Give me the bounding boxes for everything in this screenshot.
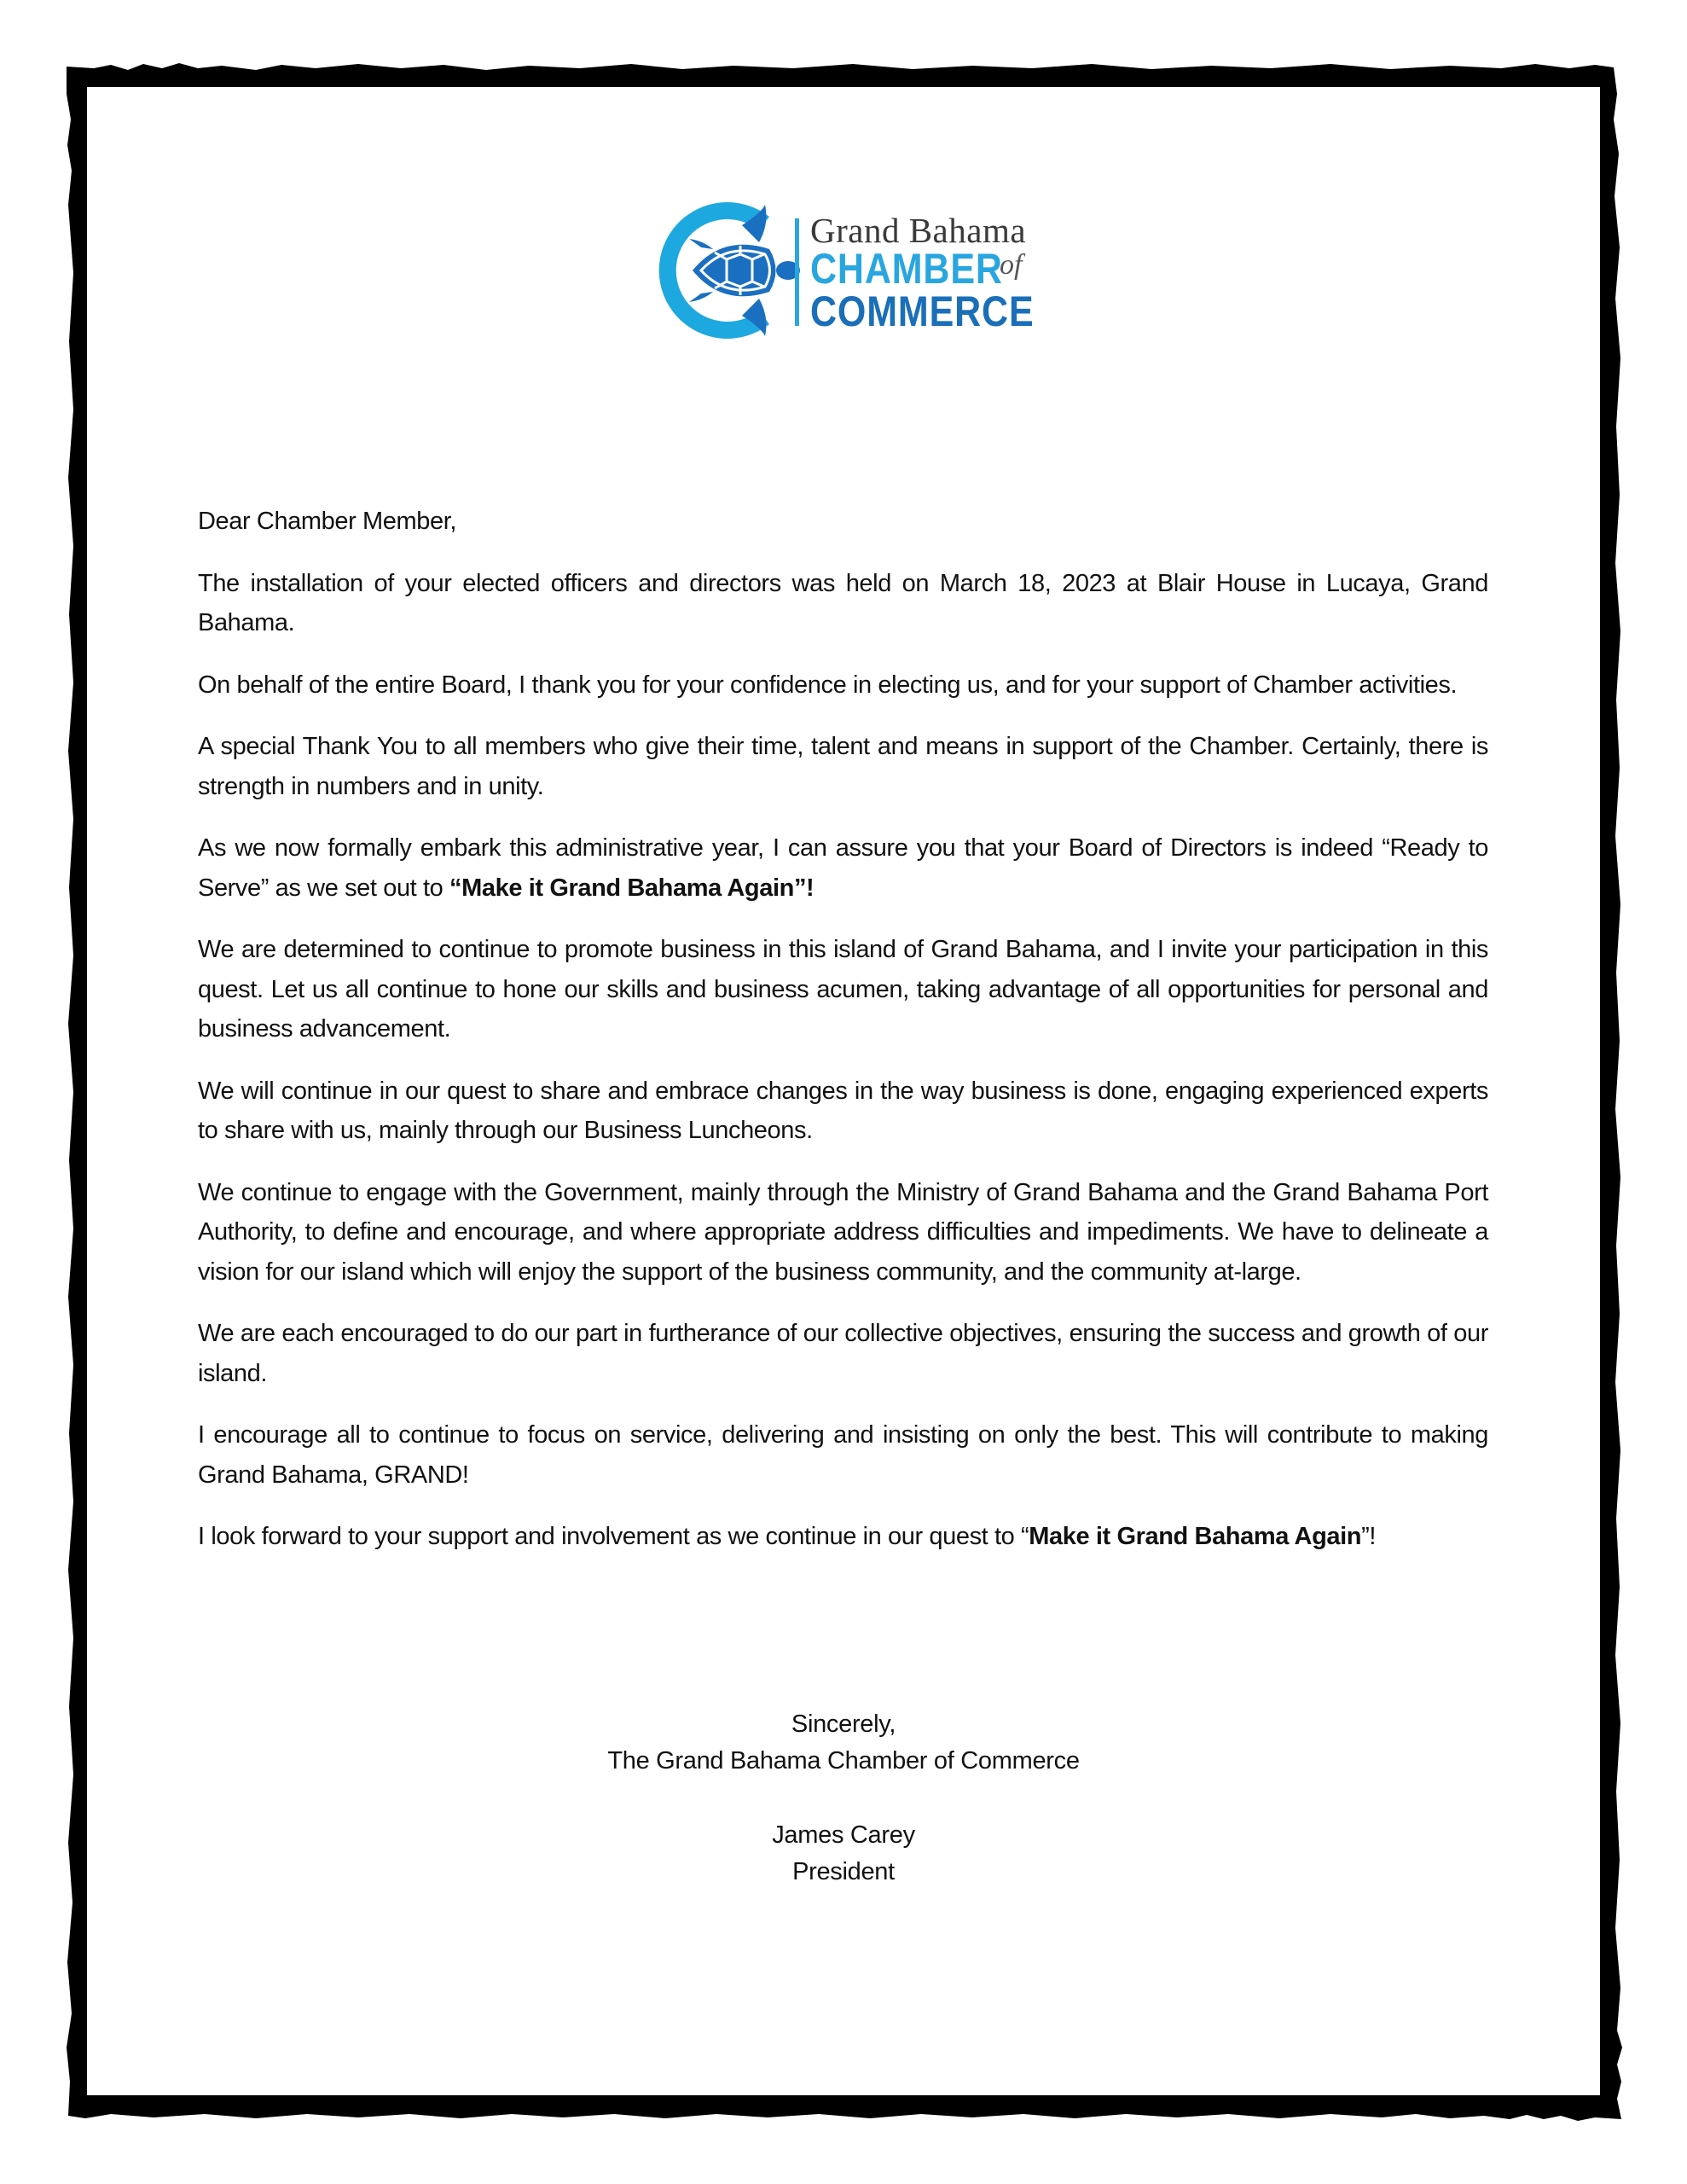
paragraph-text: ”!: [1361, 1523, 1377, 1550]
paragraph-ready-to-serve: [198, 828, 1488, 908]
signature-organization: The Grand Bahama Chamber of Commerce: [607, 1747, 1080, 1774]
paragraph-look-forward: [198, 1517, 1488, 1557]
salutation: Dear Chamber Member,: [198, 508, 457, 535]
logo-line-grand-bahama: Grand Bahama: [810, 211, 1027, 250]
signature-title: President: [792, 1858, 895, 1885]
paragraph-installation: The installation of your elected officers and directors was held on March 18, 2023 at Blair House in Lucaya, Grand Bahama.: [198, 569, 1488, 636]
signature-name: James Carey: [772, 1821, 915, 1849]
turtle-c-logo-icon: [659, 202, 800, 339]
logo-line-commerce: COMMERCE: [810, 288, 1035, 335]
slogan-bold: “Make it Grand Bahama Again”!: [449, 874, 815, 902]
paragraph-collective-objectives: We are each encouraged to do our part in furtherance of our collective objectives, ensuring the success and growth of our island.: [198, 1320, 1488, 1387]
paragraph-promote-business: We are determined to continue to promote business in this island of Grand Bahama, and I invite your participation in this quest. Let us all continue to hone our skills and business acumen, taking advantage of all opportunities for personal and business advancement.: [198, 936, 1488, 1043]
paragraph-text: As we now formally embark this administrative year, I can assure you that your Board of Directors is indeed “Ready to Serve” as we set out to: [198, 834, 1488, 902]
logo-line-of: of: [1000, 249, 1023, 281]
paragraph-business-luncheons: We will continue in our quest to share and embrace changes in the way business is done, engaging experienced experts to share with us, mainly through our Business Luncheons.: [198, 1077, 1488, 1144]
slogan-bold: Make it Grand Bahama Again: [1029, 1523, 1362, 1550]
letter-body: [198, 502, 1488, 1579]
paragraph-focus-service: I encourage all to continue to focus on service, delivering and insisting on only the best. This will contribute to making Grand Bahama, GRAND!: [198, 1421, 1488, 1489]
logo-divider: [795, 218, 799, 326]
paragraph-text: I look forward to your support and involvement as we continue in our quest to “: [198, 1523, 1029, 1550]
logo-line-chamber: CHAMBER: [810, 245, 1003, 293]
paragraph-special-thanks: A special Thank You to all members who give their time, talent and means in support of the Chamber. Certainly, there is strength in numbers and in unity.: [198, 733, 1488, 800]
signature-closing: Sincerely,: [791, 1711, 896, 1738]
paragraph-thanks-board: On behalf of the entire Board, I thank you for your confidence in electing us, and for your support of Chamber activities.: [198, 671, 1458, 699]
paragraph-government: We continue to engage with the Government, mainly through the Ministry of Grand Bahama and the Grand Bahama Port Authority, to define and encourage, and where appropriate address difficulties and impediments. We have to delineate a vision for our island which will enjoy the support of the business community, and the community at-large.: [198, 1178, 1488, 1286]
